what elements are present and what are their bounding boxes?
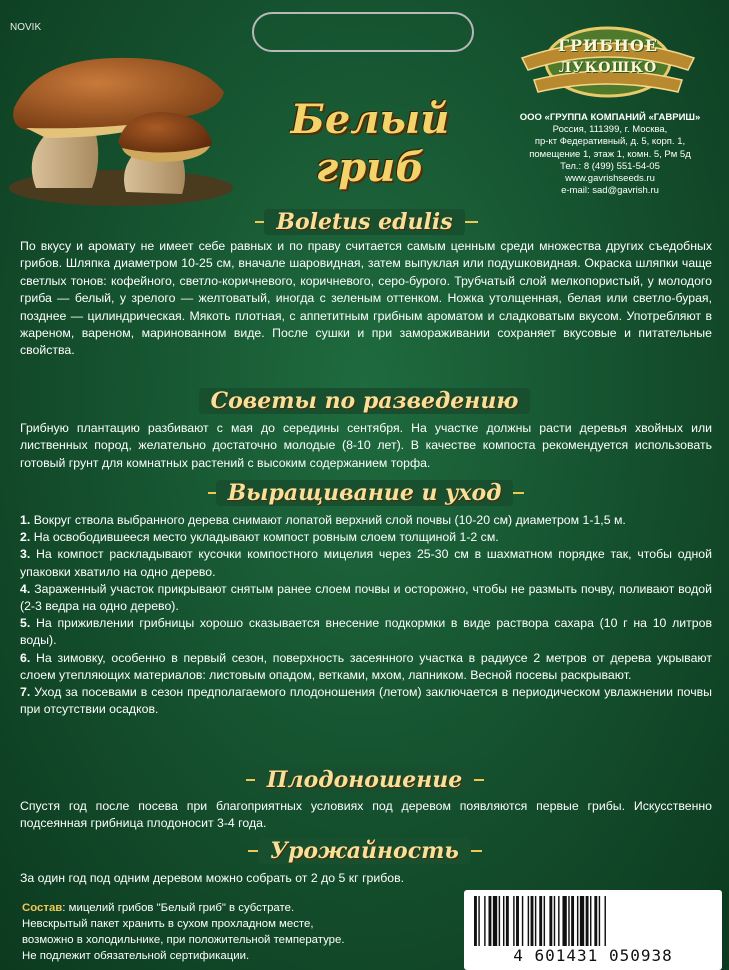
storage-line: Невскрытый пакет хранить в сухом прохладном месте, [22,918,314,930]
product-title [270,96,470,192]
company-phone: Тел.: 8 (499) 551-54-05 [560,160,660,172]
care-step: 2. На освободившееся место укладывают компост ровным слоем толщиной 1-2 см. [20,530,499,545]
barcode-bar [493,896,497,946]
barcode [464,890,722,970]
yield-heading-text: Урожайность [258,838,471,864]
composition-block [22,900,442,964]
care-step: 1. Вокруг ствола выбранного дерева снимают лопатой верхний слой почвы (10-20 см) диаметром 1-1,5 м. [20,513,626,527]
certification-line: Не подлежит обязательной сертификации. [22,950,250,962]
breeding-text: Грибную плантацию разбивают с мая до середины сентября. На участке должны расти деревья хвойных или лиственных пород, желательно достаточно молодые (8-10 лет). В качестве компоста рекомендуется использовать готовый грунт для комнатных растений с высоким содержанием торфа. [20,421,712,470]
latin-name-heading [0,207,729,237]
company-line: Россия, 111399, г. Москва, [552,124,668,136]
storage-line: возможно в холодильнике, при положительной температуре. [22,934,345,946]
barcode-bar [478,896,479,946]
breeding-heading-text: Советы по разведению [199,388,531,414]
logo-line2: ЛУКОШКО [558,60,658,76]
title-line2: гриб [315,144,425,191]
brand-label: NOVIK [10,22,42,33]
care-heading-text: Выращивание и уход [216,480,514,506]
barcode-bar [484,896,485,946]
barcode-bar [528,896,529,946]
breeding-heading [0,386,729,416]
barcode-bar [499,896,500,946]
barcode-number: 4 601431 050938 [513,946,673,965]
barcode-bar [503,896,504,946]
barcode-bar [554,896,555,946]
logo-line1: ГРИБНОЕ [557,36,659,55]
company-name: ООО «ГРУППА КОМПАНИЙ «ГАВРИШ» [519,112,701,123]
barcode-bar [568,896,569,946]
barcode-bar [489,896,492,946]
mushroom-illustration [6,38,236,206]
barcode-bar [605,896,606,946]
barcode-bar [474,896,477,946]
company-info [515,112,705,197]
title-line1: Белый [290,96,450,143]
barcode-bar [544,896,545,946]
care-step: 6. На зимовку, особенно в первый сезон, поверхность засеянного участка в радиусе 2 метров от дерева укрывают слоем утепляющих материалов: листовым опадом, ветками, мхом, лапником. Весной посевы раскрывают. [20,650,712,682]
company-line: помещение 1, этаж 1, комн. 5, Рм 5д [529,148,691,160]
care-step: 3. На компост раскладывают кусочки компостного мицелия через 25-30 см в шахматном порядке так, чтобы одной упаковки хватило на одно дерево. [20,547,712,579]
company-website: www.gavrishseeds.ru [565,173,655,185]
barcode-bar [594,896,597,946]
hang-slot [252,12,474,52]
barcode-bar [539,896,542,946]
care-step: 7. Уход за посевами в сезон предполагаемого плодоношения (летом) заключается в периодическом увлажнении почвы при отсутствии осадков. [20,685,712,717]
barcode-bar [535,896,536,946]
care-heading [0,478,729,508]
care-step: 4. Зараженный участок прикрывают снятым ранее слоем почвы и осторожно, чтобы не размыть почву, поливают водой (2-3 ведра на одно дерево). [20,581,712,614]
barcode-bar [577,896,578,946]
barcode-bar [522,896,523,946]
description-text: По вкусу и аромату не имеет себе равных и по праву считается самым ценным среди множества других съедобных грибов. Шляпка диаметром 10-25 см, вначале шаровидная, затем выпуклая или подушковидная. Окраска шляпки чаще светлых тонов: кофейного, светло-коричневого, коричневого, серо-бурого. Трубчатый слой мелкопористый, у молодого гриба — белый, у зрелого — желтоватый, иногда с зеленым оттенком. Ножка утолщенная, белая или светло-бурая, позднее — цилиндрическая. Мякоть плотная, с аппетитным грибным ароматом и сладковатым вкусом. Употребляют в жареном, вареном, маринованном виде. После сушки и при замораживании сохраняет вкусовые и питательные свойства. [20,239,712,358]
barcode-bar [506,896,509,946]
company-email: e-mail: sad@gavrish.ru [561,185,659,197]
care-steps [20,512,712,718]
barcode-bars [474,896,712,946]
barcode-bar [590,896,591,946]
barcode-bar [516,896,519,946]
composition-line: Состав: мицелий грибов "Белый гриб" в субстрате. [22,902,295,914]
barcode-bar [558,896,559,946]
barcode-bar [571,896,574,946]
barcode-bar [562,896,566,946]
barcode-bar [580,896,584,946]
latin-name: Boletus edulis [264,209,464,235]
fruiting-heading-text: Плодоношение [255,767,475,793]
barcode-bar [531,896,534,946]
fruiting-heading [0,765,729,795]
composition-label: Состав [22,902,63,914]
yield-heading [0,836,729,866]
yield-text: За один год под одним деревом можно собрать от 2 до 5 кг грибов. [20,871,405,885]
fruiting-text: Спустя год после посева при благоприятных условиях под деревом появляются первые грибы. Искусственно подсеянная грибница плодоносит 3-4 года. [20,799,712,831]
company-line: пр-кт Федеративный, д. 5, корп. 1, [534,136,686,148]
barcode-bar [586,896,589,946]
barcode-bar [599,896,600,946]
care-step: 5. На приживлении грибницы хорошо сказывается внесение подкормки в виде раствора сахара (10 г на 10 литров воды). [20,616,712,648]
barcode-bar [549,896,552,946]
barcode-bar [513,896,514,946]
